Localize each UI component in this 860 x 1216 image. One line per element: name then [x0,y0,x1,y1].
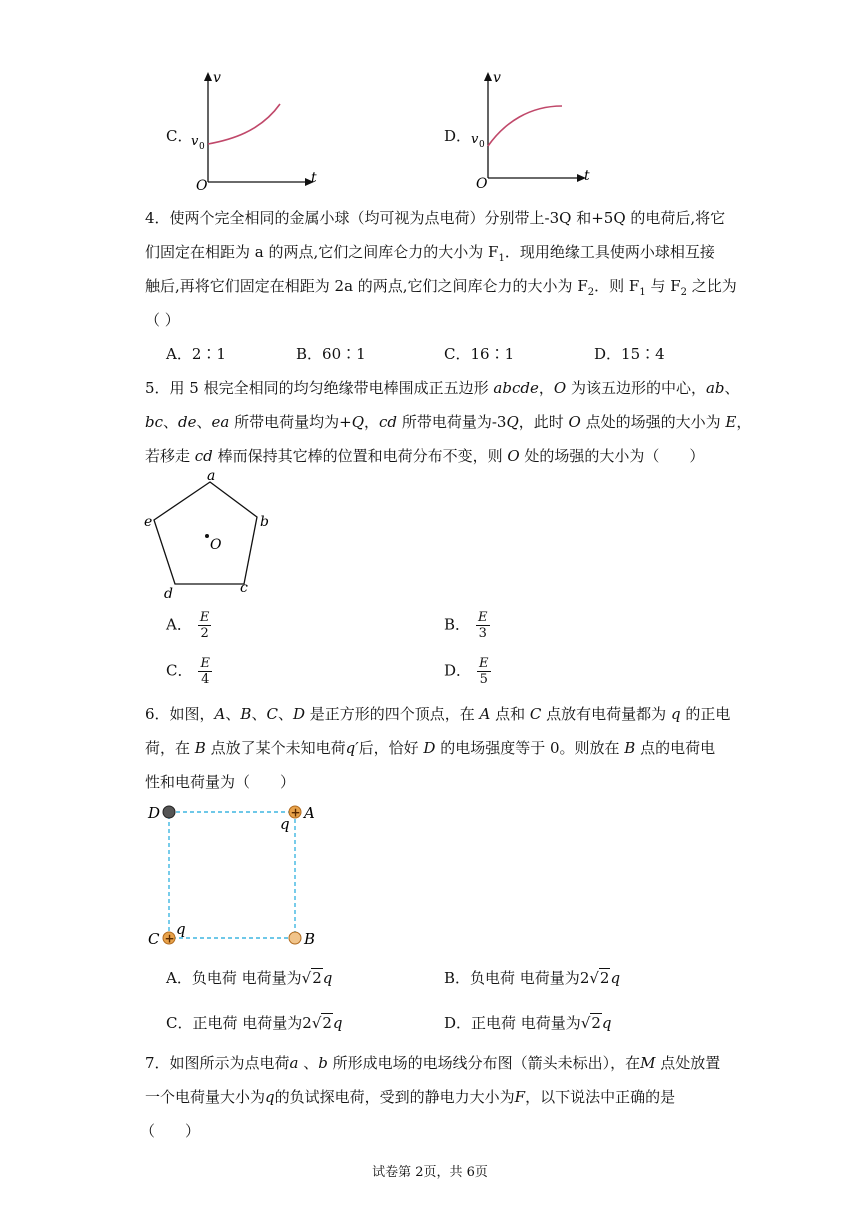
charge-a-plus: + [290,805,301,820]
q6-line2: 荷，在 B 点放了某个未知电荷q′后，恰好 D 的电场强度等于 0。则放在 B 点的电荷电 [145,739,716,757]
q5-line1: 5．用 5 根完全相同的均匀绝缘带电棒围成正五边形 abcde，O 为该五边形的中心，ab、 [145,379,740,397]
q7-line3: （ ） [140,1122,201,1140]
q5-option-b: B． $\frac{E}{3}$ [444,610,488,641]
charge-a-q-label: q [280,815,290,833]
option-c-label: C． [166,127,193,145]
q6-option-b: B．负电荷 电荷量为2√2q [444,969,621,987]
q4-line2: 们固定在相距为 a 的两点,它们之间库仑力的大小为 $F_1$．现用绝缘工具使两小球相互接 [145,243,715,264]
q5-line3: 若移走 cd 棒而保持其它棒的位置和电荷分布不变，则 O 处的场强的大小为（ ） [145,447,705,465]
q6-line3: 性和电荷量为（ ） [145,773,296,791]
q4-option-a: A．2∶1 [166,345,226,363]
vertex-a-label: A [304,804,315,822]
vertex-d-label: D [148,804,161,822]
v0-subscript: 0 [479,140,485,150]
v0-subscript: 0 [199,142,205,152]
option-d-label: D． [444,127,472,145]
velocity-curve [488,106,562,146]
center-point [205,534,209,538]
graph-c [190,66,320,196]
q6-line1: 6．如图，A、B、C、D 是正方形的四个顶点，在 A 点和 C 点放有电荷量都为 q 的正电 [145,705,731,723]
charge-b [289,932,301,944]
charge-c-q-label: q [176,920,186,938]
v-axis-label: v [493,70,501,86]
v0-label: v [191,134,199,149]
page-footer: 试卷第 2页，共 6页 [372,1165,488,1180]
v0-label: v [471,132,479,147]
q4-line3: 触后,再将它们固定在相距为 2a 的两点,它们之间库仑力的大小为 $F_2$．则 $F_1$ 与 $F_2$ 之比为 [145,277,737,298]
center-label: O [210,537,222,553]
pentagon [154,482,257,584]
q4-option-b: B．60∶1 [296,345,366,363]
vertex-c-label: c [240,580,248,596]
pentagon-figure [140,468,280,604]
velocity-curve [208,104,280,144]
square-figure [140,796,320,954]
t-axis-label: t [311,170,317,186]
q5-option-a: A． $\frac{E}{2}$ [166,610,210,641]
q4-line1: 4．使两个完全相同的金属小球（均可视为点电荷）分别带上-3Q 和+5Q 的电荷后,将它 [145,209,726,227]
q5-option-d: D． $\frac{E}{5}$ [444,656,489,687]
q6-option-c: C．正电荷 电荷量为2√2q [166,1014,343,1032]
vertex-c-label: C [148,930,160,948]
vertex-a-label: a [207,468,216,484]
vertex-b-label: B [304,930,316,948]
origin-label: O [196,178,208,194]
t-axis-label: t [584,168,590,184]
q4-option-c: C．16∶1 [444,345,515,363]
vertex-d-label: d [164,586,173,602]
q6-option-a: A．负电荷 电荷量为√2q [166,969,333,987]
q6-option-d: D．正电荷 电荷量为√2q [444,1014,612,1032]
vertex-e-label: e [144,514,153,530]
q5-line2: bc、de、ea 所带电荷量均为+Q，cd 所带电荷量为-3Q，此时 O 点处的场强的大小为 E， [145,413,752,431]
q7-line2: 一个电荷量大小为q的负试探电荷，受到的静电力大小为F，以下说法中正确的是 [145,1088,676,1106]
q4-option-d: D．15∶4 [594,345,665,363]
vertex-b-label: b [260,514,269,530]
v-axis-arrow [204,72,212,81]
origin-label: O [476,176,488,192]
q7-line1: 7．如图所示为点电荷a 、b 所形成电场的电场线分布图（箭头未标出），在M 点处放置 [145,1054,721,1072]
v-axis-arrow [484,72,492,81]
graph-d [470,66,600,196]
v-axis-label: v [213,70,221,86]
charge-c-plus: + [164,931,175,946]
square-dashed [169,812,295,938]
charge-d [163,806,175,818]
q5-option-c: C． $\frac{E}{4}$ [166,656,210,687]
q4-line4: （ ） [145,311,180,329]
